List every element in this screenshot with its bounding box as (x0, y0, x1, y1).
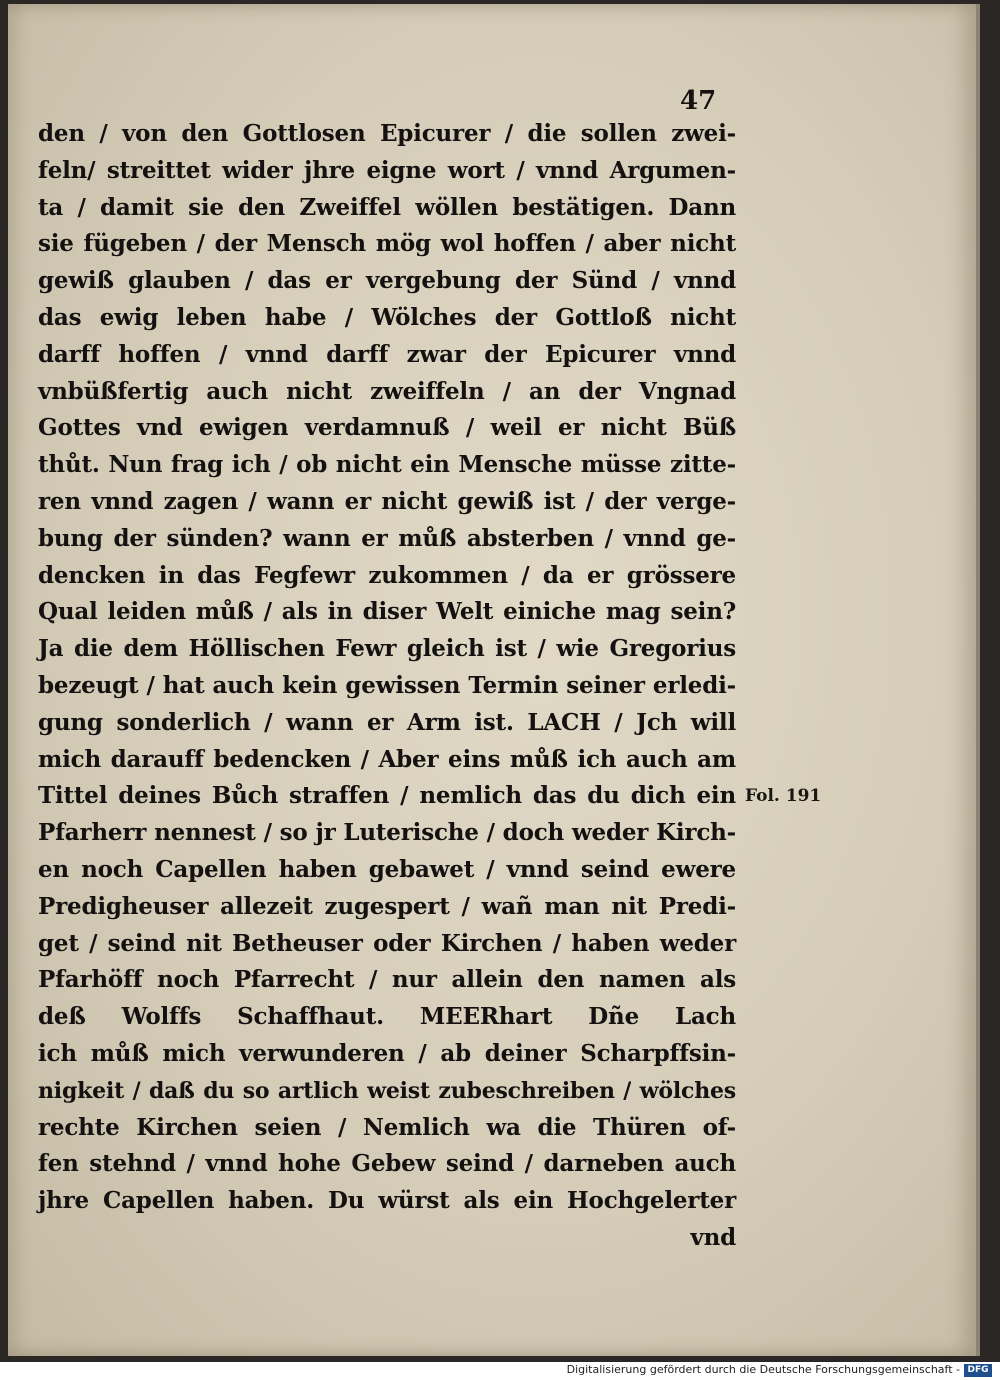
text-line: mich darauff bedencken / Aber eins můß ich auch am (38, 745, 736, 773)
text-line: Qual leiden můß / als in diser Welt einiche mag sein? (38, 598, 736, 626)
text-line: vnbüßfertig auch nicht zweiffeln / an der Vngnad (38, 377, 736, 405)
text-line: den / von den Gottlosen Epicurer / die sollen zwei- (38, 120, 736, 147)
text-line: deß Wolffs Schaffhaut. MEERhart Dñe Lach (38, 1003, 736, 1031)
text-line: en noch Capellen haben gebawet / vnnd seind ewere (38, 855, 736, 883)
text-line: thůt. Nun frag ich / ob nicht ein Mensche müsse zitte- (38, 451, 736, 479)
text-line: sie fügeben / der Mensch mög wol hoffen / aber nicht (38, 230, 736, 258)
text-line: Gottes vnd ewigen verdamnuß / weil er nicht Büß (38, 414, 736, 442)
text-line: Predigheuser allezeit zugespert / wañ man nit Predi- (38, 892, 736, 920)
text-line: fen stehnd / vnnd hohe Gebew seind / darneben auch (38, 1150, 736, 1178)
text-line: bezeugt / hat auch kein gewissen Termin seiner erledi- (38, 671, 736, 699)
text-line: ren vnnd zagen / wann er nicht gewiß ist / der verge- (38, 487, 736, 515)
catchword: vnd (690, 1223, 736, 1251)
digitization-footer (0, 1362, 1000, 1380)
text-line: bung der sünden? wann er můß absterben / vnnd ge- (38, 524, 736, 552)
text-line: rechte Kirchen seien / Nemlich wa die Thüren of- (38, 1113, 736, 1141)
text-line: Pfarhöff noch Pfarrecht / nur allein den namen als (38, 966, 736, 994)
funding-credit: Digitalisierung gefördert durch die Deutsche Forschungsgemeinschaft - (566, 1363, 960, 1376)
text-line: Ja die dem Höllischen Fewr gleich ist / wie Gregorius (38, 635, 736, 663)
text-line: Tittel deines Bůch straffen / nemlich das du dich ein (38, 782, 736, 810)
text-line: Pfarherr nennest / so jr Luterische / doch weder Kirch- (38, 819, 736, 847)
dfg-logo-icon: DFG (964, 1364, 992, 1377)
text-line: ich můß mich verwunderen / ab deiner Scharpffsin- (38, 1039, 736, 1067)
book-page (8, 4, 980, 1356)
text-line: darff hoffen / vnnd darff zwar der Epicurer vnnd (38, 340, 736, 368)
text-line: gewiß glauben / das er vergebung der Sünd / vnnd (38, 267, 736, 295)
page-number: 47 (680, 86, 717, 116)
text-line: dencken in das Fegfewr zukommen / da er grössere (38, 561, 736, 589)
marginal-note: Fol. 191 (745, 786, 822, 806)
body-text (38, 116, 738, 1257)
text-line: ta / damit sie den Zweiffel wöllen bestätigen. Dann (38, 193, 736, 221)
text-line: feln/ streittet wider jhre eigne wort / vnnd Argumen- (38, 156, 736, 184)
text-line: nigkeit / daß du so artlich weist zubeschreiben / wölches (38, 1077, 736, 1104)
text-line: get / seind nit Betheuser oder Kirchen / haben weder (38, 929, 736, 957)
text-line: jhre Capellen haben. Du würst als ein Hochgelerter (38, 1187, 736, 1215)
text-line: das ewig leben habe / Wölches der Gottloß nicht (38, 303, 736, 331)
text-line: gung sonderlich / wann er Arm ist. LACH / Jch will (38, 708, 736, 736)
